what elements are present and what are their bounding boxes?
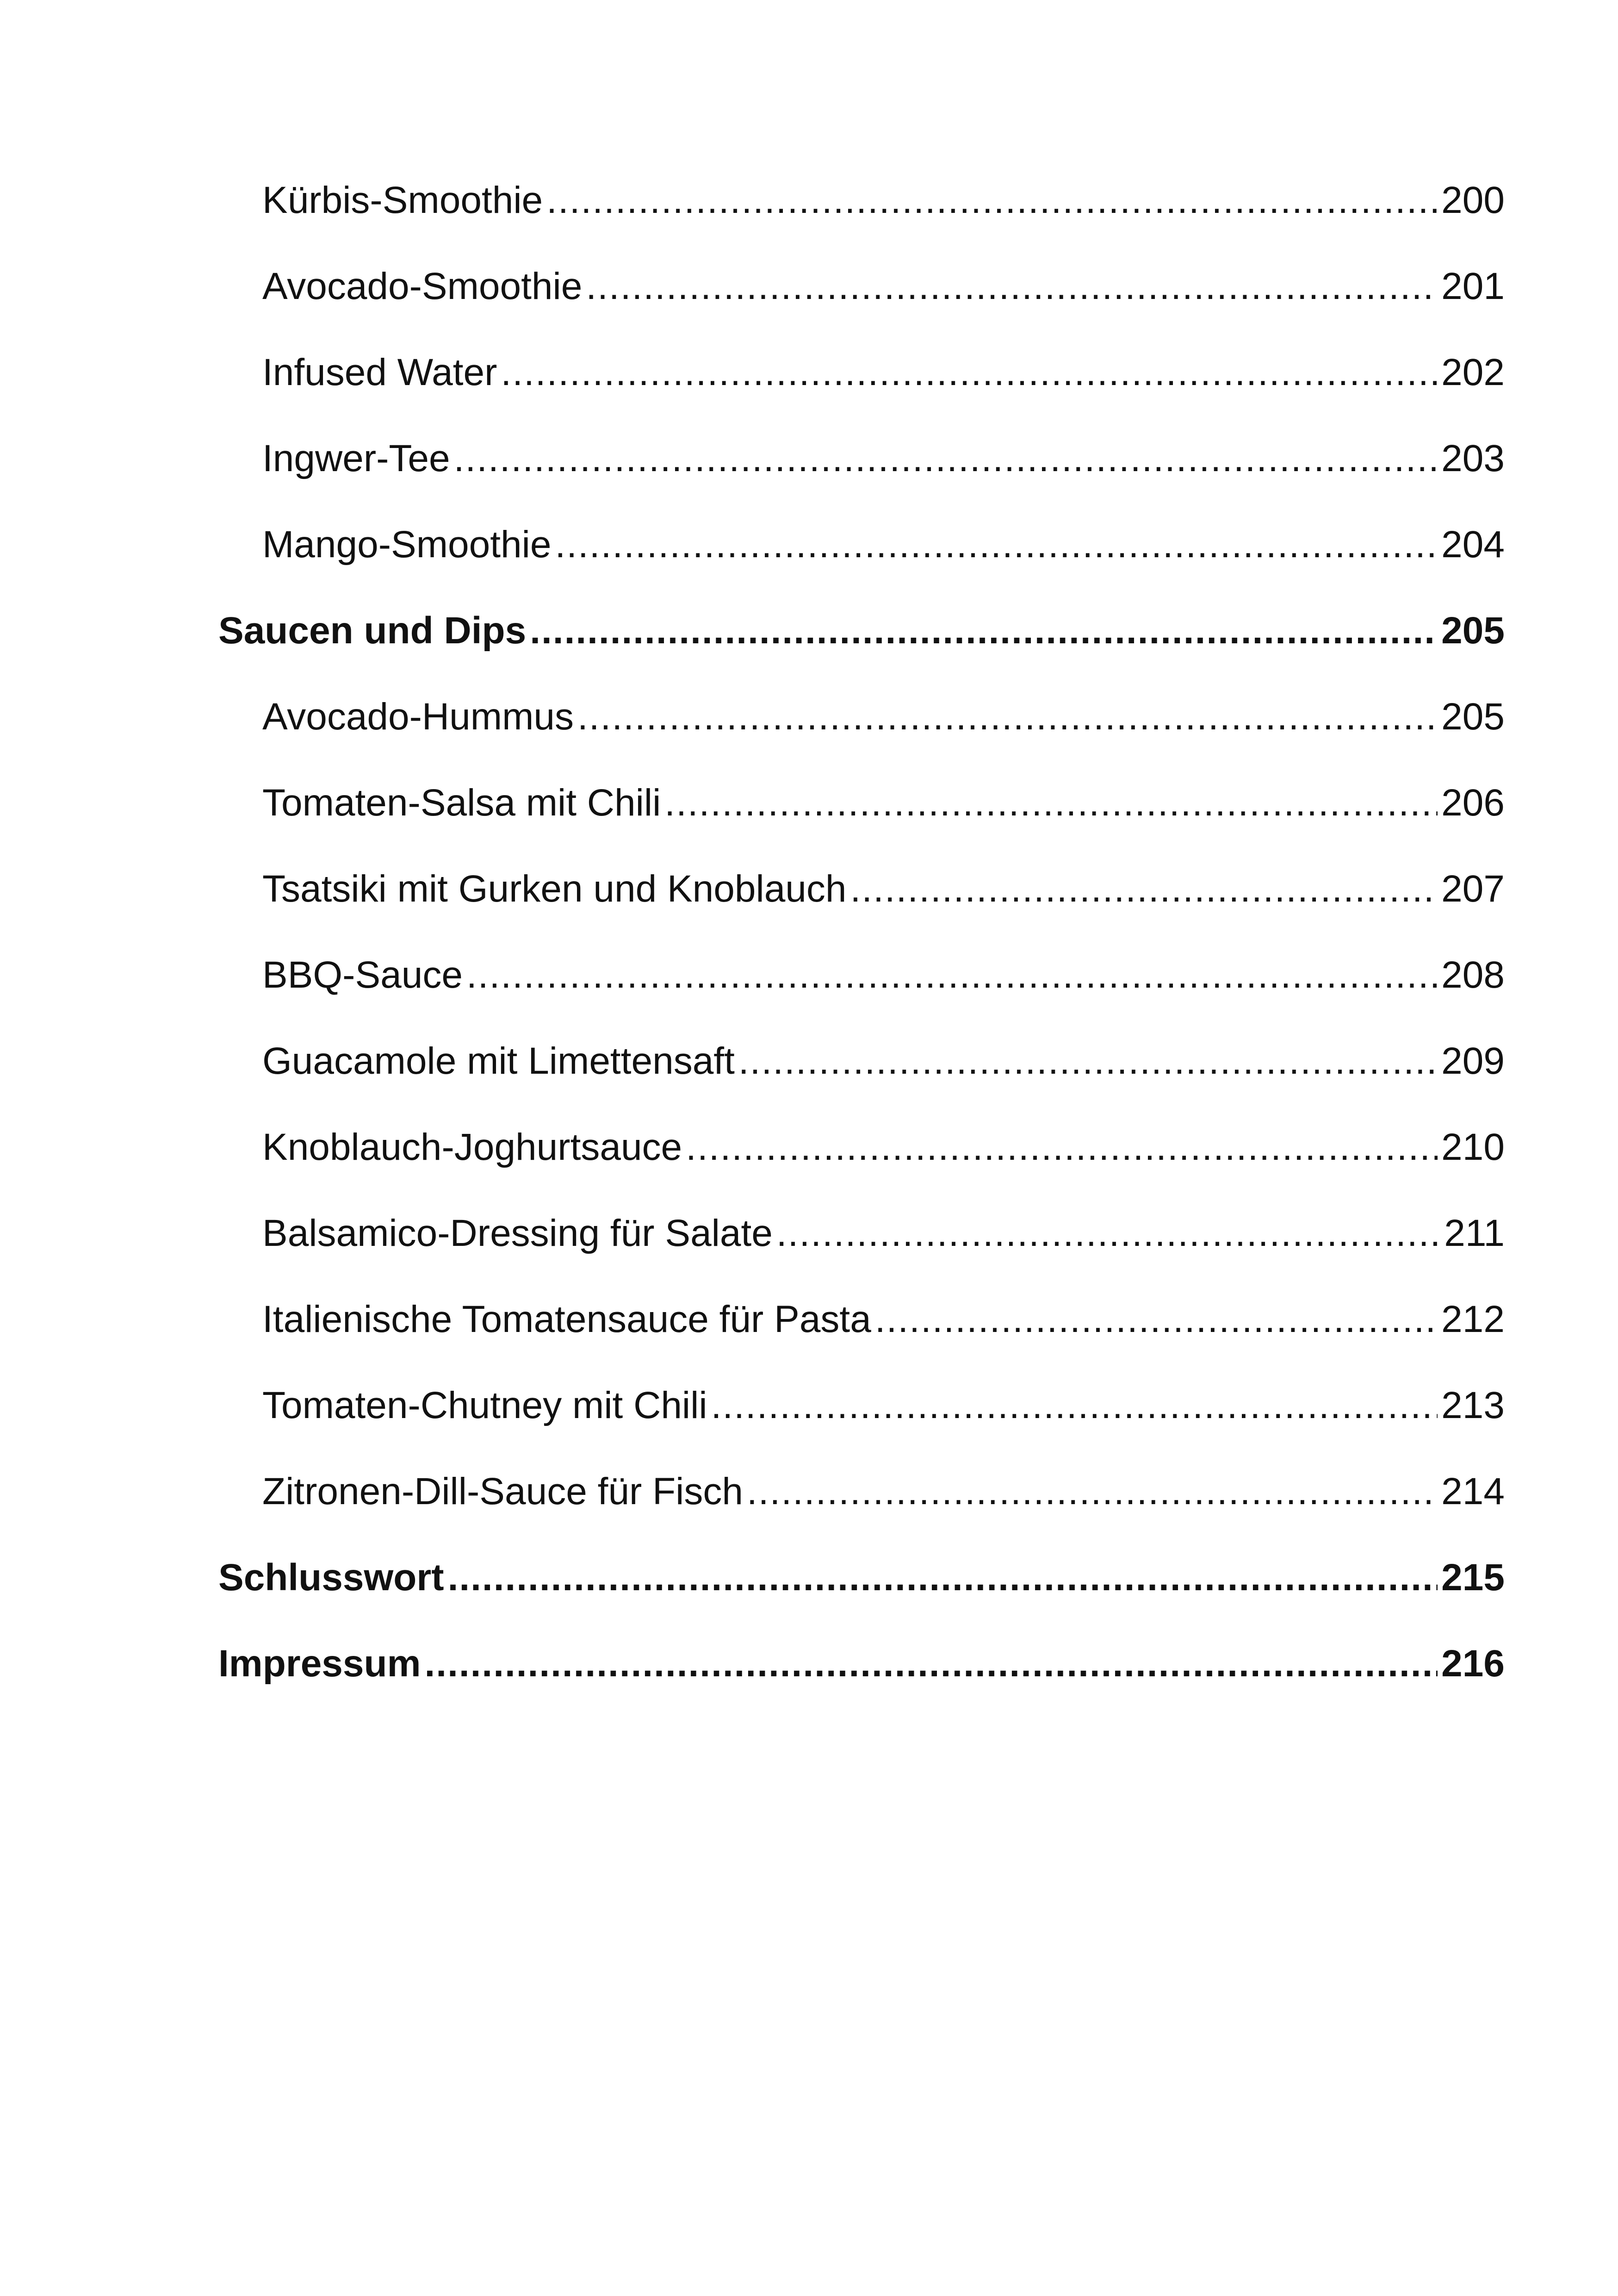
toc-entry-guacamole[interactable] [218,1018,1505,1104]
toc-entry-title: Avocado-Hummus [262,696,574,738]
dot-leader [664,760,1438,846]
toc-entry-avocado-hummus[interactable] [218,674,1505,760]
dot-leader [546,157,1438,243]
toc-entry-page: 214 [1441,1470,1505,1512]
toc-entry-page: 206 [1441,782,1505,824]
toc-entry-title: Italienische Tomatensauce für Pasta [262,1298,871,1340]
toc-entry-title: Knoblauch-Joghurtsauce [262,1126,682,1168]
dot-leader [747,1449,1438,1535]
toc-entry-title: Tsatsiki mit Gurken und Knoblauch [262,868,847,910]
toc-entry-page: 213 [1441,1384,1505,1426]
toc-entry-avocado-smoothie[interactable] [218,243,1505,330]
toc-entry-title: Tomaten-Chutney mit Chili [262,1384,707,1426]
toc-entry-title: Guacamole mit Limettensaft [262,1040,735,1082]
toc-entry-tsatsiki[interactable] [218,846,1505,932]
dot-leader [448,1535,1438,1621]
dot-leader [530,588,1438,674]
dot-leader [501,330,1438,416]
dot-leader [586,243,1438,330]
toc-entry-page: 211 [1444,1212,1505,1254]
toc-entry-page: 203 [1441,437,1505,479]
toc-entry-infused-water[interactable] [218,330,1505,416]
toc-chapter-impressum[interactable] [218,1621,1505,1707]
toc-entry-balsamico-dressing[interactable] [218,1190,1505,1276]
toc-entry-zitronen-dill-sauce[interactable] [218,1449,1505,1535]
toc-entry-page: 204 [1441,523,1505,566]
dot-leader [875,1276,1438,1363]
toc-entry-title: Ingwer-Tee [262,437,450,479]
toc-entry-page: 212 [1441,1298,1505,1340]
toc-chapter-title: Schlusswort [218,1556,444,1599]
dot-leader [686,1104,1438,1190]
toc-chapter-title: Impressum [218,1643,421,1685]
toc-chapter-page: 205 [1441,610,1505,652]
toc-entry-page: 210 [1441,1126,1505,1168]
toc-entry-title: Mango-Smoothie [262,523,552,566]
dot-leader [425,1621,1438,1707]
toc-entry-knoblauch-joghurtsauce[interactable] [218,1104,1505,1190]
toc-entry-tomaten-salsa[interactable] [218,760,1505,846]
toc-entry-page: 207 [1441,868,1505,910]
toc-entry-tomaten-chutney[interactable] [218,1363,1505,1449]
toc-entry-page: 201 [1441,265,1505,307]
dot-leader [738,1018,1438,1104]
toc-entry-ingwer-tee[interactable] [218,416,1505,502]
toc-entry-page: 208 [1441,954,1505,996]
toc-entry-page: 209 [1441,1040,1505,1082]
toc-entry-kuerbis-smoothie[interactable] [218,157,1505,243]
toc-entry-title: Kürbis-Smoothie [262,179,543,221]
table-of-contents [218,157,1505,1707]
toc-entry-page: 205 [1441,696,1505,738]
dot-leader [454,416,1438,502]
toc-entry-title: Avocado-Smoothie [262,265,583,307]
dot-leader [555,502,1438,588]
toc-entry-title: Zitronen-Dill-Sauce für Fisch [262,1470,743,1512]
toc-entry-title: BBQ-Sauce [262,954,463,996]
dot-leader [850,846,1438,932]
toc-entry-page: 202 [1441,351,1505,393]
toc-entry-mango-smoothie[interactable] [218,502,1505,588]
toc-chapter-title: Saucen und Dips [218,610,527,652]
toc-entry-title: Infused Water [262,351,497,393]
dot-leader [466,932,1438,1018]
toc-chapter-page: 215 [1441,1556,1505,1599]
dot-leader [711,1363,1438,1449]
toc-chapter-saucen-und-dips[interactable] [218,588,1505,674]
toc-entry-page: 200 [1441,179,1505,221]
toc-entry-italienische-tomatensauce[interactable] [218,1276,1505,1363]
toc-entry-title: Balsamico-Dressing für Salate [262,1212,773,1254]
dot-leader [577,674,1438,760]
dot-leader [776,1190,1440,1276]
toc-chapter-page: 216 [1441,1643,1505,1685]
toc-entry-bbq-sauce[interactable] [218,932,1505,1018]
toc-chapter-schlusswort[interactable] [218,1535,1505,1621]
toc-entry-title: Tomaten-Salsa mit Chili [262,782,661,824]
